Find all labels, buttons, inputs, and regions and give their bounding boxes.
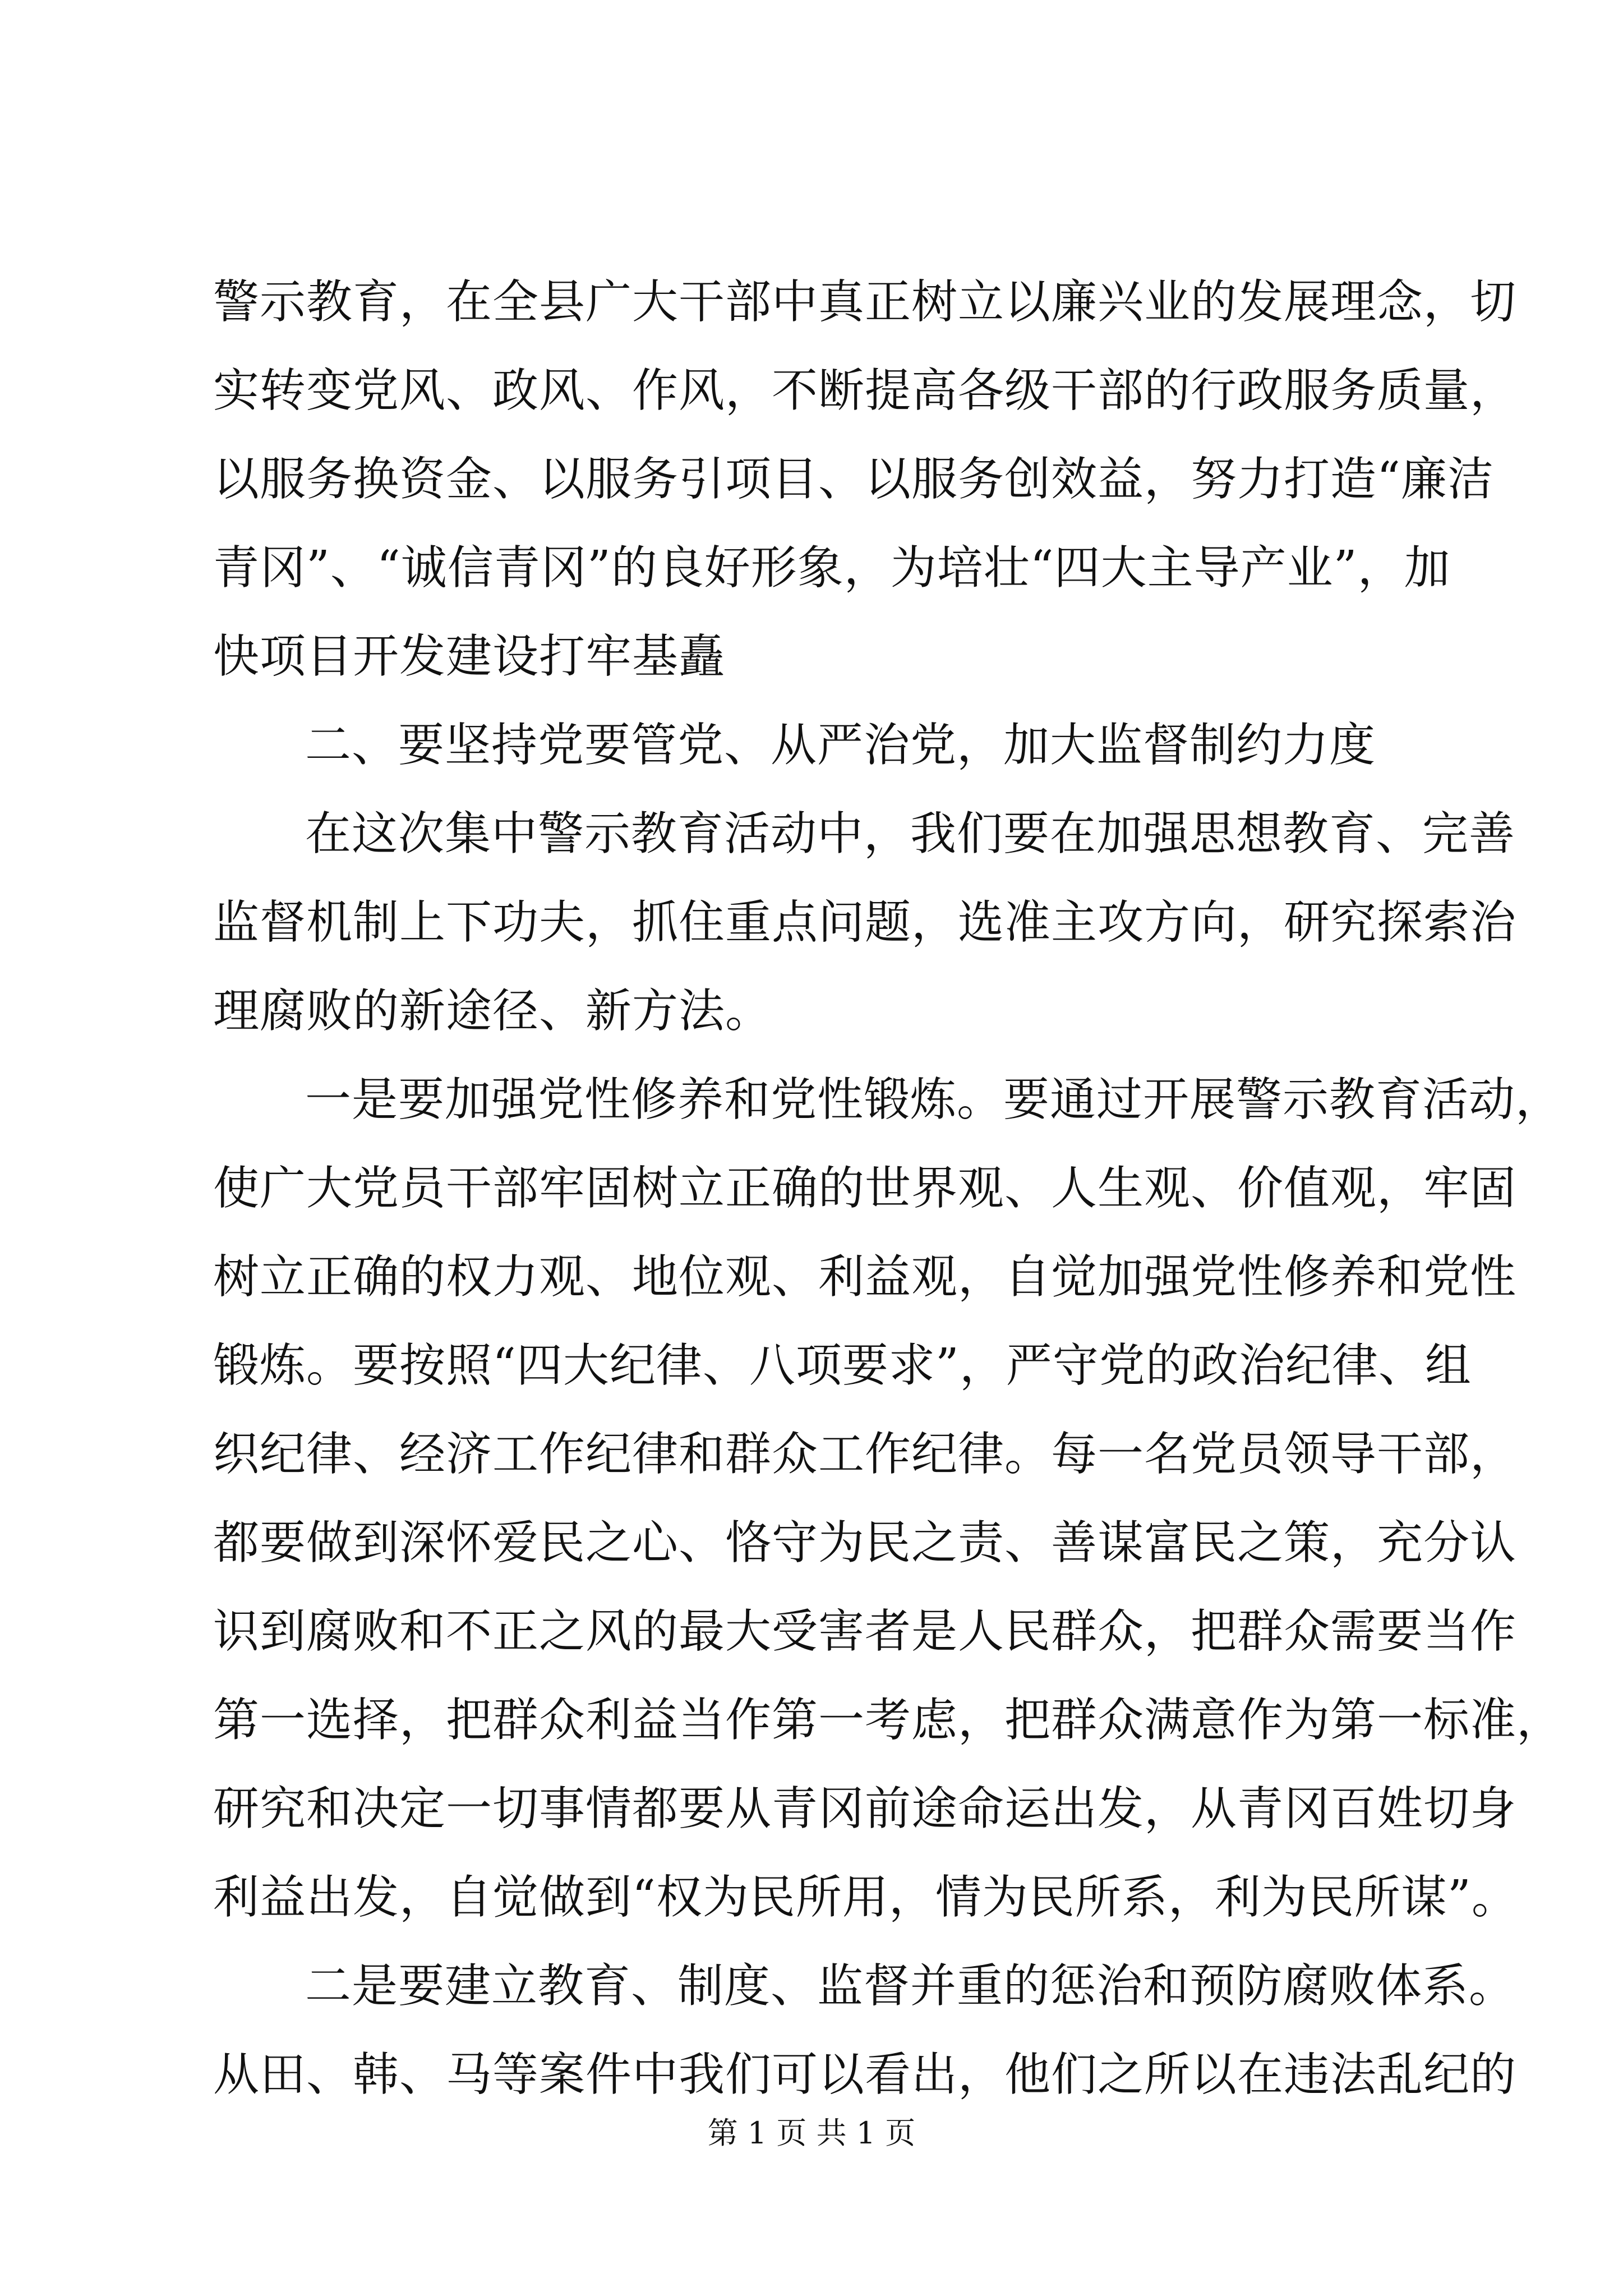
text-line: 织纪律、经济工作纪律和群众工作纪律。每一名党员领导干部， <box>213 1428 1517 1481</box>
text-line: 实转变党风、政风、作风，不断提高各级干部的行政服务质量， <box>213 364 1517 417</box>
text-line: 树立正确的权力观、地位观、利益观，自觉加强党性修养和党性 <box>213 1250 1517 1304</box>
text-line: 监督机制上下功夫，抓住重点问题，选准主攻方向，研究探索治 <box>213 896 1517 949</box>
page-footer: 第 1 页 共 1 页 <box>707 2115 916 2151</box>
text-line: 快项目开发建设打牢基矗 <box>213 630 726 683</box>
text-line: 理腐败的新途径、新方法。 <box>213 984 772 1038</box>
text-line: 一是要加强党性修养和党性锻炼。要通过开展警示教育活动， <box>305 1073 1562 1126</box>
text-line: 使广大党员干部牢固树立正确的世界观、人生观、价值观，牢固 <box>213 1162 1517 1215</box>
text-line: 青冈”、“诚信青冈”的良好形象，为培壮“四大主导产业”，加 <box>213 541 1451 595</box>
text-line: 识到腐败和不正之风的最大受害者是人民群众，把群众需要当作 <box>213 1605 1517 1658</box>
text-line: 锻炼。要按照“四大纪律、八项要求”，严守党的政治纪律、组 <box>213 1339 1472 1392</box>
text-line: 警示教育，在全县广大干部中真正树立以廉兴业的发展理念，切 <box>213 275 1517 329</box>
text-line: 在这次集中警示教育活动中，我们要在加强思想教育、完善 <box>305 807 1516 861</box>
text-line: 利益出发，自觉做到“权为民所用，情为民所系，利为民所谋”。 <box>213 1871 1518 1924</box>
document-body <box>213 258 1564 2119</box>
text-line: 二是要建立教育、制度、监督并重的惩治和预防腐败体系。 <box>305 1959 1516 2013</box>
text-line: 第一选择，把群众利益当作第一考虑，把群众满意作为第一标准， <box>213 1694 1564 1747</box>
text-line: 研究和决定一切事情都要从青冈前途命运出发，从青冈百姓切身 <box>213 1782 1517 1835</box>
text-line: 都要做到深怀爱民之心、恪守为民之责、善谋富民之策，充分认 <box>213 1516 1517 1570</box>
text-line: 从田、韩、马等案件中我们可以看出，他们之所以在违法乱纪的 <box>213 2048 1517 2101</box>
text-line: 以服务换资金、以服务引项目、以服务创效益，努力打造“廉洁 <box>213 453 1494 506</box>
section-heading: 二、要坚持党要管党、从严治党，加大监督制约力度 <box>305 719 1376 772</box>
